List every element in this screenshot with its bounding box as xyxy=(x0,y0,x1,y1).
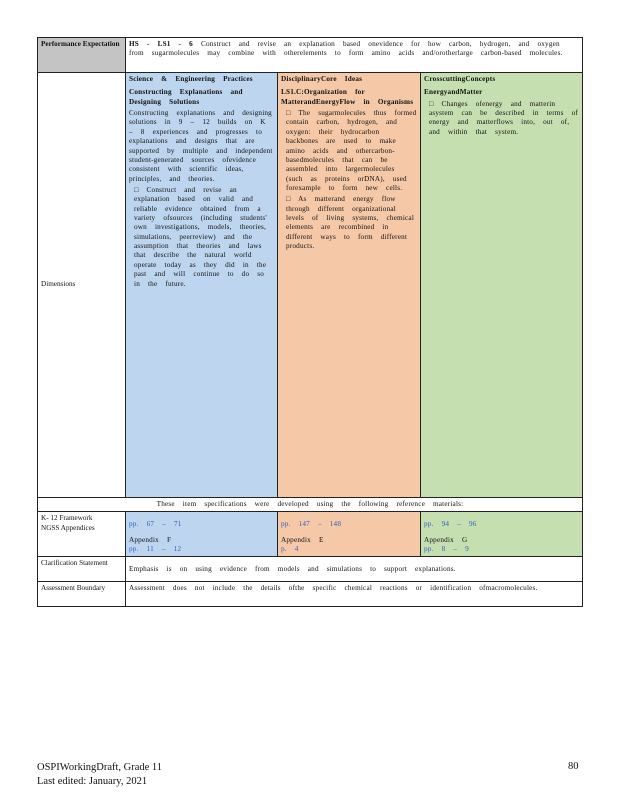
page-number: 80 xyxy=(568,761,579,772)
disciplinary-core-ideas-cell xyxy=(278,73,421,498)
sep-intro: Constructing explanations and designing solutions in 9 – 12 builds on K – 8 experiences and progresses to explanations and designs that are supported by multiple and independent student-generated sources ofevidence consistent with scientific ideas, principles, and theories. xyxy=(129,109,273,183)
performance-expectation-body: Construct and revise an explanation based onevidence for how carbon, hydrogen, and oxygen from sugarmolecules may combine with otherelements to form amino acids and/orotherlarge carbon-based molecules. xyxy=(129,40,563,58)
sep-title: Science & Engineering Practices xyxy=(129,75,253,83)
references-note-text: These item specifications were developed using the following reference materials: xyxy=(156,500,464,508)
ccc-title: CrosscuttingConcepts xyxy=(424,75,496,83)
assessment-boundary-label-text: Assessment Boundary xyxy=(41,584,106,593)
sep-appendix-label: Appendix F xyxy=(129,535,172,544)
square-bullet-icon: □ xyxy=(134,185,139,194)
page-footer xyxy=(37,761,162,789)
appendices-label: NGSS Appendices xyxy=(41,523,95,532)
assessment-boundary-body: Assessment does not include the details ofthe specific chemical reactions or identification ofmacromolecules. xyxy=(129,584,538,593)
clarification-row xyxy=(38,557,583,582)
dci-title: DisciplinaryCore Ideas xyxy=(281,75,363,83)
dci-bullet-2 xyxy=(281,195,417,251)
clarification-label-text: Clarification Statement xyxy=(41,559,108,568)
clarification-label xyxy=(38,557,126,582)
clarification-text xyxy=(126,557,583,582)
framework-label: K- 12 Framework xyxy=(41,514,93,523)
references-row xyxy=(38,512,583,557)
dci-framework-pages[interactable]: pp. 147 – 148 xyxy=(281,520,342,529)
references-label xyxy=(38,512,126,557)
dci-bullet-1-text: The sugarmolecules thus formed contain carbon, hydrogen, and oxygen: their hydrocarbon backbones are used to make amino acids and othercarbon-basedmolecules that can be assembled into largermolecules (such as proteins orDNA), used forexample to form new cells. xyxy=(286,109,417,192)
assessment-boundary-text xyxy=(126,582,583,607)
dci-subtitle: LS1.C:Organization for MatterandEnergyFlow in Organisms xyxy=(281,88,414,106)
square-bullet-icon: □ xyxy=(286,109,291,118)
dci-bullet-1 xyxy=(281,109,417,193)
square-bullet-icon: □ xyxy=(286,195,291,204)
assessment-boundary-row xyxy=(38,582,583,607)
clarification-body: Emphasis is on using evidence from models and simulations to support explanations. xyxy=(129,564,456,573)
references-note xyxy=(38,498,583,512)
assessment-boundary-label xyxy=(38,582,126,607)
crosscutting-concepts-cell xyxy=(421,73,583,498)
ccc-appendix-label: Appendix G xyxy=(424,535,468,544)
ccc-bullet-text: Changes ofenergy and matterin asystem can be described in terms of energy and matterflows into, out of, and within that system. xyxy=(429,99,578,136)
sep-references-cell xyxy=(126,512,278,557)
performance-expectation-row xyxy=(38,38,583,73)
ccc-bullet xyxy=(424,100,579,137)
item-specification-table xyxy=(37,37,583,607)
footer-last-edited: Last edited: January, 2021 xyxy=(37,776,148,788)
dci-appendix-pages[interactable]: p. 4 xyxy=(281,545,299,554)
ccc-framework-pages[interactable]: pp. 94 – 96 xyxy=(424,520,477,529)
dci-references-cell xyxy=(278,512,421,557)
ccc-appendix-pages[interactable]: pp. 8 – 9 xyxy=(424,545,469,554)
performance-expectation-code: HS - LS1 - 6 xyxy=(129,40,193,48)
dimensions-label xyxy=(38,73,126,498)
dci-appendix-label: Appendix E xyxy=(281,535,324,544)
references-note-row xyxy=(38,498,583,512)
dimensions-row xyxy=(38,73,583,498)
sep-bullet-text: Construct and revise an explanation based on valid and reliable evidence obtained from a variety ofsources (including students' own investigations, models, theories, simulations, peerreview) and the assumption that theories and laws that describe the natural world operate today as they did in the past and will continue to do so in the future. xyxy=(134,185,267,288)
sep-bullet xyxy=(129,186,274,289)
sep-appendix-pages[interactable]: pp. 11 – 12 xyxy=(129,545,182,554)
square-bullet-icon: □ xyxy=(429,99,434,108)
footer-document-title: OSPIWorkingDraft, Grade 11 xyxy=(37,762,163,773)
sep-framework-pages[interactable]: pp. 67 – 71 xyxy=(129,520,182,529)
dimensions-label-text: Dimensions xyxy=(41,280,76,289)
dci-bullet-2-text: As matterand energy flow through different organizational levels of living systems, chemical elements are recombined in different ways to form different products. xyxy=(286,195,415,251)
science-engineering-practices-cell xyxy=(126,73,278,498)
ccc-subtitle: EnergyandMatter xyxy=(424,88,483,97)
performance-expectation-label-text: Performance Expectation xyxy=(41,40,120,48)
ccc-references-cell xyxy=(421,512,583,557)
performance-expectation-text xyxy=(126,38,583,73)
sep-subtitle: Constructing Explanations and Designing Solutions xyxy=(129,88,243,106)
performance-expectation-label xyxy=(38,38,126,73)
